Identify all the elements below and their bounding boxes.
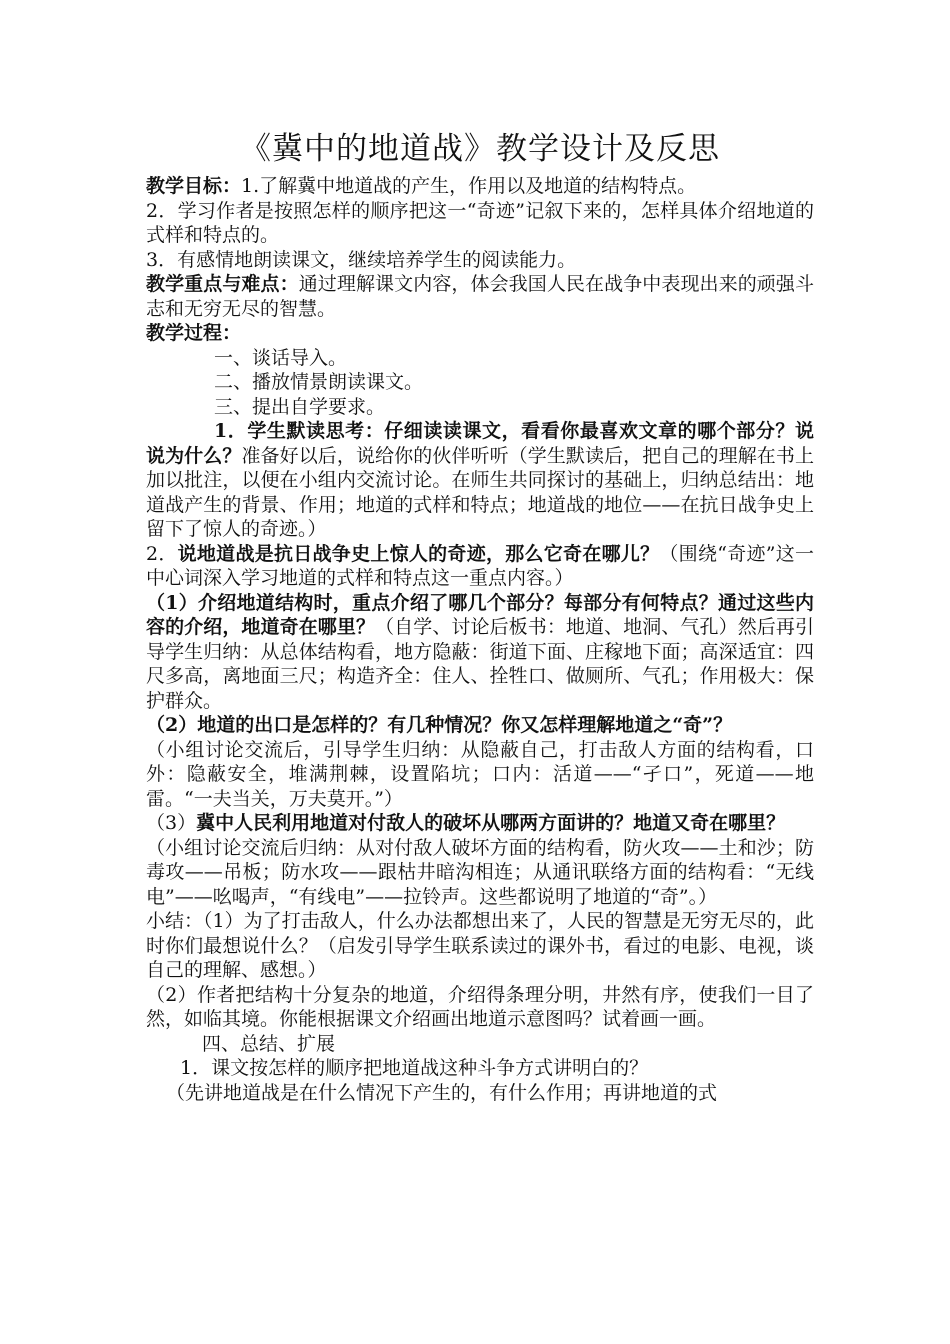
question-2-num: 2． [146,542,178,565]
page-title: 《冀中的地道战》教学设计及反思 [240,131,720,167]
document-page [146,128,814,1105]
question-2-2-text: （小组讨论交流后，引导学生归纳：从隐蔽自己，打击敌人方面的结构看，口外：隐蔽安全，堆满荆棘，设置陷坑；口内：活道——“孑口”，死道——地雷。“一夫当关，万夫莫开。”） [146,738,814,810]
summary-1: 小结：（1）为了打击敌人，什么办法都想出来了，人民的智慧是无穷无尽的，此时你们最想说什么？（启发引导学生联系读过的课外书，看过的电影、电视，谈自己的理解、感想。） [146,910,814,981]
part-4-item-1-answer: （先讲地道战是在什么情况下产生的，有什么作用；再讲地道的式 [166,1081,718,1104]
process-step-2: 二、播放情景朗读课文。 [214,371,424,393]
goals-paragraph [146,174,814,199]
question-2-3-heading [146,811,814,836]
question-1-text: 准备好以后，说给你的伙伴听听（学生默读后，把自己的理解在书上加以批注，以便在小组内交流讨论。在师生共同探讨的基础上，归纳总结出：地道战产生的背景、作用；地道的式样和特点；地道战的地位——在抗日战争史上留下了惊人的奇迹。） [146,444,814,540]
question-2-bold: 说地道战是抗日战争史上惊人的奇迹，那么它奇在哪儿？ [177,542,660,565]
question-2-1-paragraph [146,591,814,714]
question-1-paragraph [146,419,814,542]
process-step-3: 三、提出自学要求。 [214,395,386,418]
question-2-2-bold: （2）地道的出口是怎样的？有几种情况？你又怎样理解地道之“奇”？ [146,714,733,736]
key-points-text: 通过理解课文内容，体会我国人民在战争中表现出来的顽强斗志和无穷无尽的智慧。 [146,273,814,320]
goals-label: 教学目标： [146,175,242,197]
question-2-text: （围绕“奇迹”这一中心词深入学习地道的式样和特点这一重点内容。） [146,542,814,589]
question-2-3-text: （小组讨论交流后归纳：从对付敌人破坏方面的结构看，防火攻——土和沙；防毒攻——吊板；防水攻——跟枯井暗沟相连；从通讯联络方面的结构看：“无线电”——吆喝声，“有线电”——拉铃声。这些都说明了地道的“奇”。） [146,836,814,908]
question-2-3-bold: 冀中人民利用地道对付敌人的破坏从哪两方面讲的？地道又奇在哪里？ [196,812,786,834]
process-step-1: 一、谈话导入。 [214,346,348,369]
key-points-paragraph [146,272,814,321]
part-4-heading: 四、总结、扩展 [202,1032,336,1055]
question-2-paragraph [146,542,814,591]
goal-item-1: 1.了解冀中地道战的产生，作用以及地道的结构特点。 [241,175,697,197]
question-2-1-bold: （1）介绍地道结构时，重点介绍了哪几个部分？每部分有何特点？通过这些内容的介绍，地道奇在哪里？ [146,591,814,638]
question-1-bold: 1．学生默读思考：仔细读读课文，看看你最喜欢文章的哪个部分？说说为什么？ [146,420,814,467]
process-label: 教学过程： [146,322,242,344]
key-points-label: 教学重点与难点： [146,273,299,295]
goal-item-2: 2．学习作者是按照怎样的顺序把这一“奇迹”记叙下来的，怎样具体介绍地道的式样和特点的。 [146,199,814,246]
question-2-3-num: （3） [146,812,197,834]
summary-2: （2）作者把结构十分复杂的地道，介绍得条理分明，井然有序，使我们一目了然，如临其境。你能根据课文介绍画出地道示意图吗？试着画一画。 [146,983,814,1030]
goal-item-3: 3．有感情地朗读课文，继续培养学生的阅读能力。 [146,248,577,271]
question-2-1-text: （自学、讨论后板书：地道、地洞、气孔）然后再引导学生归纳：从总体结构看，地方隐蔽：街道下面、庄稼地下面；高深适宜：四尺多高，离地面三尺；构造齐全：住人、拴牲口、做厕所、气孔；作用极大：保护群众。 [146,616,814,712]
part-4-item-1: 1．课文按怎样的顺序把地道战这种斗争方式讲明白的？ [180,1057,649,1079]
